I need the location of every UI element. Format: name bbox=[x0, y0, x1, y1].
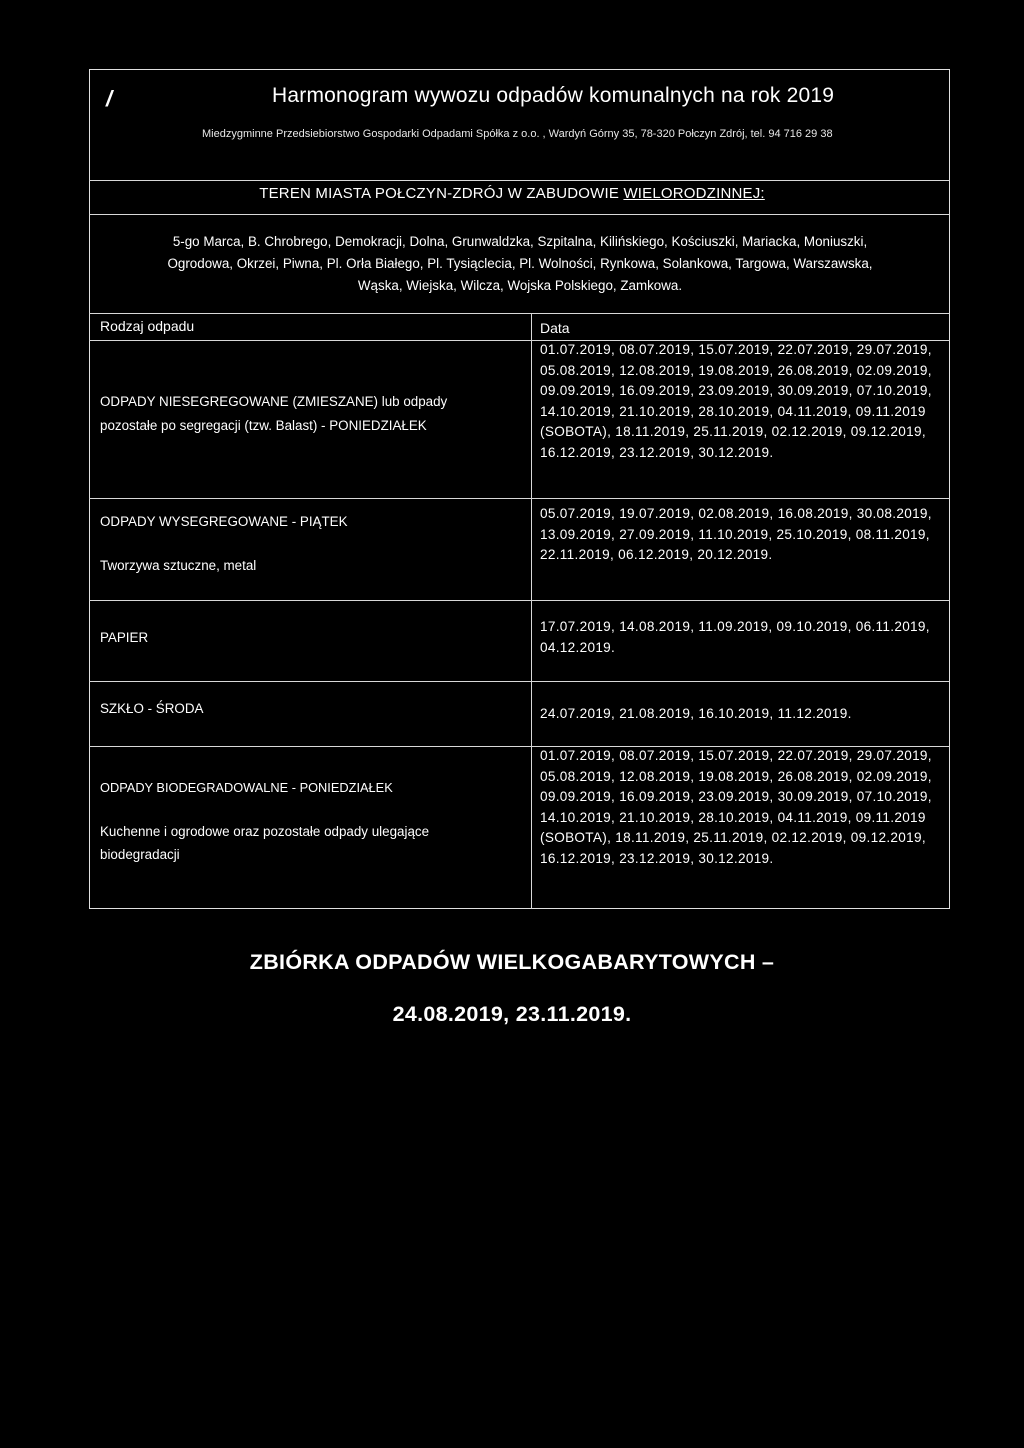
area-heading-text: TEREN MIASTA POŁCZYN-ZDRÓJ W ZABUDOWIE bbox=[259, 185, 620, 202]
column-header-type: Rodzaj odpadu bbox=[100, 318, 195, 334]
streets-line-2: Ogrodowa, Okrzei, Piwna, Pl. Orła Białego, Pl. Tysiąclecia, Pl. Wolności, Rynkowa, Solankowa, Targowa, Warszawska, bbox=[167, 256, 873, 271]
divider-table-top bbox=[89, 313, 950, 314]
divider-row-3 bbox=[89, 681, 950, 682]
row-1-type-line-2: pozostałe po segregacji (tzw. Balast) - PONIEDZIAŁEK bbox=[100, 418, 427, 433]
row-5-type-line-1: ODPADY BIODEGRADOWALNE - PONIEDZIAŁEK bbox=[100, 780, 393, 795]
row-2-dates: 05.07.2019, 19.07.2019, 02.08.2019, 16.08.2019, 30.08.2019, 13.09.2019, 27.09.2019, 11.10.2019, 25.10.2019, 08.11.2019, 22.11.2019, 06.12.2019, 20.12.2019. bbox=[540, 506, 932, 563]
divider-header bbox=[89, 180, 950, 181]
row-1-type-line-1: ODPADY NIESEGREGOWANE (ZMIESZANE) lub odpady bbox=[100, 394, 448, 409]
row-4-dates: 24.07.2019, 21.08.2019, 16.10.2019, 11.12.2019. bbox=[540, 706, 852, 721]
row-5-dates: 01.07.2019, 08.07.2019, 15.07.2019, 22.07.2019, 29.07.2019, 05.08.2019, 12.08.2019, 19.08.2019, 26.08.2019, 02.09.2019, 09.09.2019, 16.09.2019, 23.09.2019, 30.09.2019, 07.10.2019, 14.10.2019, 21.10.2019, 28.10.2019, 04.11.2019, 09.11.2019 (SOBOTA), 18.11.2019, 25.11.2019, 02.12.2019, 09.12.2019, 16.12.2019, 23.12.2019, 30.12.2019. bbox=[540, 748, 932, 866]
row-5-type-line-3: biodegradacji bbox=[100, 847, 180, 862]
divider-row-2 bbox=[89, 600, 950, 601]
row-3-dates: 17.07.2019, 14.08.2019, 11.09.2019, 09.10.2019, 06.11.2019, 04.12.2019. bbox=[540, 619, 930, 655]
bulky-waste-heading: ZBIÓRKA ODPADÓW WIELKOGABARYTOWYCH – bbox=[249, 950, 775, 974]
page-title: Harmonogram wywozu odpadów komunalnych na rok 2019 bbox=[272, 84, 835, 107]
row-1-dates: 01.07.2019, 08.07.2019, 15.07.2019, 22.07.2019, 29.07.2019, 05.08.2019, 12.08.2019, 19.08.2019, 26.08.2019, 02.09.2019, 09.09.2019, 16.09.2019, 23.09.2019, 30.09.2019, 07.10.2019, 14.10.2019, 21.10.2019, 28.10.2019, 04.11.2019, 09.11.2019 (SOBOTA), 18.11.2019, 25.11.2019, 02.12.2019, 09.12.2019, 16.12.2019, 23.12.2019, 30.12.2019. bbox=[540, 342, 932, 460]
row-2-type-line-2: Tworzywa sztuczne, metal bbox=[100, 558, 257, 573]
divider-area-heading bbox=[89, 214, 950, 215]
row-5-type-line-2: Kuchenne i ogrodowe oraz pozostałe odpady ulegające bbox=[100, 824, 430, 839]
area-heading bbox=[0, 185, 1024, 202]
row-2-type-line-1: ODPADY WYSEGREGOWANE - PIĄTEK bbox=[100, 514, 348, 529]
header-mark: / bbox=[106, 86, 113, 111]
row-4-type-line-1: SZKŁO - ŚRODA bbox=[100, 701, 204, 716]
column-header-date: Data bbox=[540, 320, 570, 336]
column-divider bbox=[531, 313, 532, 909]
divider-row-1 bbox=[89, 498, 950, 499]
bulky-waste-dates: 24.08.2019, 23.11.2019. bbox=[392, 1002, 632, 1026]
streets-line-3: Wąska, Wiejska, Wilcza, Wojska Polskiego, Zamkowa. bbox=[357, 278, 683, 293]
streets-line-1: 5-go Marca, B. Chrobrego, Demokracji, Dolna, Grunwaldzka, Szpitalna, Kilińskiego, Kościuszki, Mariacka, Moniuszki, bbox=[172, 234, 868, 249]
row-3-type-line-1: PAPIER bbox=[100, 630, 149, 645]
area-heading-underlined: WIELORODZINNEJ: bbox=[623, 185, 765, 202]
company-info: Miedzygminne Przedsiebiorstwo Gospodarki Odpadami Spółka z o.o. , Wardyń Górny 35, 78-320 Połczyn Zdrój, tel. 94 716 29 38 bbox=[202, 128, 833, 140]
